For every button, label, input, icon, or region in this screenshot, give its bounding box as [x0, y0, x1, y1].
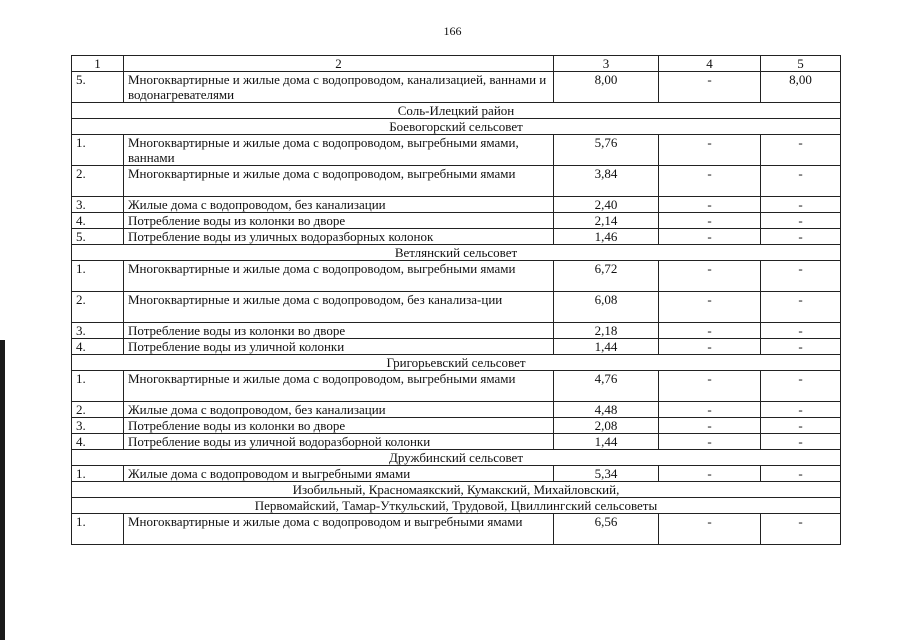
tariff-table	[71, 55, 841, 545]
row-description-cell: Многоквартирные и жилые дома с водопроводом, канализацией, ваннами и водонагревателями	[124, 72, 554, 103]
rate-col-3-cell: 5,76	[554, 135, 659, 166]
table-row	[72, 418, 841, 434]
rate-col-3-cell: 2,08	[554, 418, 659, 434]
table-row	[72, 339, 841, 355]
rate-col-3-cell: 4,48	[554, 402, 659, 418]
row-description-cell: Потребление воды из колонки во дворе	[124, 323, 554, 339]
rate-col-5-cell: 8,00	[761, 72, 841, 103]
section-title: Изобильный, Красномаякский, Кумакский, Михайловский,	[72, 482, 841, 498]
row-description-cell: Многоквартирные и жилые дома с водопроводом и выгребными ямами	[124, 514, 554, 545]
rate-col-4-cell: -	[659, 213, 761, 229]
row-number-cell: 1.	[72, 135, 124, 166]
row-number-cell: 2.	[72, 292, 124, 323]
rate-col-5-cell: -	[761, 371, 841, 402]
row-number-cell: 4.	[72, 339, 124, 355]
rate-col-4-cell: -	[659, 292, 761, 323]
row-description-cell: Многоквартирные и жилые дома с водопроводом, без канализа-ции	[124, 292, 554, 323]
row-description-cell: Многоквартирные и жилые дома с водопроводом, выгребными ямами	[124, 371, 554, 402]
rate-col-3-cell: 3,84	[554, 166, 659, 197]
section-title: Боевогорский сельсовет	[72, 119, 841, 135]
rate-col-5-cell: -	[761, 323, 841, 339]
row-number-cell: 2.	[72, 402, 124, 418]
rate-col-4-cell: -	[659, 135, 761, 166]
rate-col-4-cell: -	[659, 339, 761, 355]
rate-col-4-cell: -	[659, 371, 761, 402]
rate-col-5-cell: -	[761, 402, 841, 418]
row-description-cell: Потребление воды из колонки во дворе	[124, 213, 554, 229]
page-number: 166	[443, 24, 462, 38]
section-title: Соль-Илецкий район	[72, 103, 841, 119]
row-number-cell: 1.	[72, 514, 124, 545]
rate-col-3-cell: 6,08	[554, 292, 659, 323]
row-number-cell: 4.	[72, 434, 124, 450]
row-number-cell: 1.	[72, 261, 124, 292]
scan-left-edge	[0, 340, 5, 640]
rate-col-3-cell: 5,34	[554, 466, 659, 482]
row-description-cell: Жилые дома с водопроводом и выгребными ямами	[124, 466, 554, 482]
rate-col-5-cell: -	[761, 261, 841, 292]
rate-col-5-cell: -	[761, 135, 841, 166]
row-description-cell: Потребление воды из уличных водоразборных колонок	[124, 229, 554, 245]
rate-col-3-cell: 1,44	[554, 434, 659, 450]
row-number-cell: 3.	[72, 323, 124, 339]
table-row	[72, 166, 841, 197]
table-row	[72, 213, 841, 229]
rate-col-4-cell: -	[659, 229, 761, 245]
row-number-cell: 4.	[72, 213, 124, 229]
table-row	[72, 135, 841, 166]
section-header-row	[72, 103, 841, 119]
table-row	[72, 229, 841, 245]
row-description-cell: Жилые дома с водопроводом, без канализации	[124, 402, 554, 418]
row-description-cell: Жилые дома с водопроводом, без канализации	[124, 197, 554, 213]
section-header-row	[72, 119, 841, 135]
table-row	[72, 514, 841, 545]
rate-col-5-cell: -	[761, 434, 841, 450]
section-title: Первомайский, Тамар-Уткульский, Трудовой, Цвиллингский сельсоветы	[72, 498, 841, 514]
rate-col-4-cell: -	[659, 434, 761, 450]
header-col-1: 1	[72, 56, 124, 72]
row-number-cell: 5.	[72, 72, 124, 103]
rate-col-5-cell: -	[761, 339, 841, 355]
table-row	[72, 261, 841, 292]
table-row	[72, 466, 841, 482]
rate-col-3-cell: 2,40	[554, 197, 659, 213]
table-row	[72, 371, 841, 402]
rate-col-3-cell: 6,56	[554, 514, 659, 545]
row-description-cell: Потребление воды из уличной водоразборной колонки	[124, 434, 554, 450]
rate-col-5-cell: -	[761, 166, 841, 197]
row-number-cell: 1.	[72, 466, 124, 482]
rate-col-3-cell: 6,72	[554, 261, 659, 292]
row-number-cell: 5.	[72, 229, 124, 245]
section-title: Ветлянский сельсовет	[72, 245, 841, 261]
rate-col-4-cell: -	[659, 166, 761, 197]
rate-col-3-cell: 1,44	[554, 339, 659, 355]
row-description-cell: Многоквартирные и жилые дома с водопроводом, выгребными ямами	[124, 261, 554, 292]
section-header-row	[72, 482, 841, 498]
row-description-cell: Потребление воды из колонки во дворе	[124, 418, 554, 434]
row-number-cell: 2.	[72, 166, 124, 197]
row-description-cell: Многоквартирные и жилые дома с водопроводом, выгребными ямами, ваннами	[124, 135, 554, 166]
table-row	[72, 292, 841, 323]
rate-col-5-cell: -	[761, 418, 841, 434]
section-header-row	[72, 450, 841, 466]
rate-col-5-cell: -	[761, 292, 841, 323]
rate-col-4-cell: -	[659, 323, 761, 339]
header-col-5: 5	[761, 56, 841, 72]
table-row	[72, 434, 841, 450]
row-description-cell: Потребление воды из уличной колонки	[124, 339, 554, 355]
header-col-2: 2	[124, 56, 554, 72]
rate-col-4-cell: -	[659, 261, 761, 292]
rate-col-4-cell: -	[659, 466, 761, 482]
section-title: Григорьевский сельсовет	[72, 355, 841, 371]
table-header-row	[72, 56, 841, 72]
rate-col-3-cell: 1,46	[554, 229, 659, 245]
rate-col-4-cell: -	[659, 72, 761, 103]
row-description-cell: Многоквартирные и жилые дома с водопроводом, выгребными ямами	[124, 166, 554, 197]
table-row	[72, 402, 841, 418]
rate-col-5-cell: -	[761, 197, 841, 213]
rate-col-4-cell: -	[659, 402, 761, 418]
rate-col-4-cell: -	[659, 514, 761, 545]
rate-col-3-cell: 4,76	[554, 371, 659, 402]
row-number-cell: 3.	[72, 197, 124, 213]
rate-col-5-cell: -	[761, 213, 841, 229]
table-row	[72, 72, 841, 103]
section-header-row	[72, 245, 841, 261]
section-header-row	[72, 355, 841, 371]
row-number-cell: 1.	[72, 371, 124, 402]
table-row	[72, 197, 841, 213]
header-col-3: 3	[554, 56, 659, 72]
rate-col-5-cell: -	[761, 514, 841, 545]
rate-col-3-cell: 2,18	[554, 323, 659, 339]
section-title: Дружбинский сельсовет	[72, 450, 841, 466]
rate-col-4-cell: -	[659, 197, 761, 213]
header-col-4: 4	[659, 56, 761, 72]
section-header-row	[72, 498, 841, 514]
rate-col-5-cell: -	[761, 229, 841, 245]
rate-col-4-cell: -	[659, 418, 761, 434]
rate-col-3-cell: 2,14	[554, 213, 659, 229]
row-number-cell: 3.	[72, 418, 124, 434]
rate-col-5-cell: -	[761, 466, 841, 482]
table-row	[72, 323, 841, 339]
rate-col-3-cell: 8,00	[554, 72, 659, 103]
